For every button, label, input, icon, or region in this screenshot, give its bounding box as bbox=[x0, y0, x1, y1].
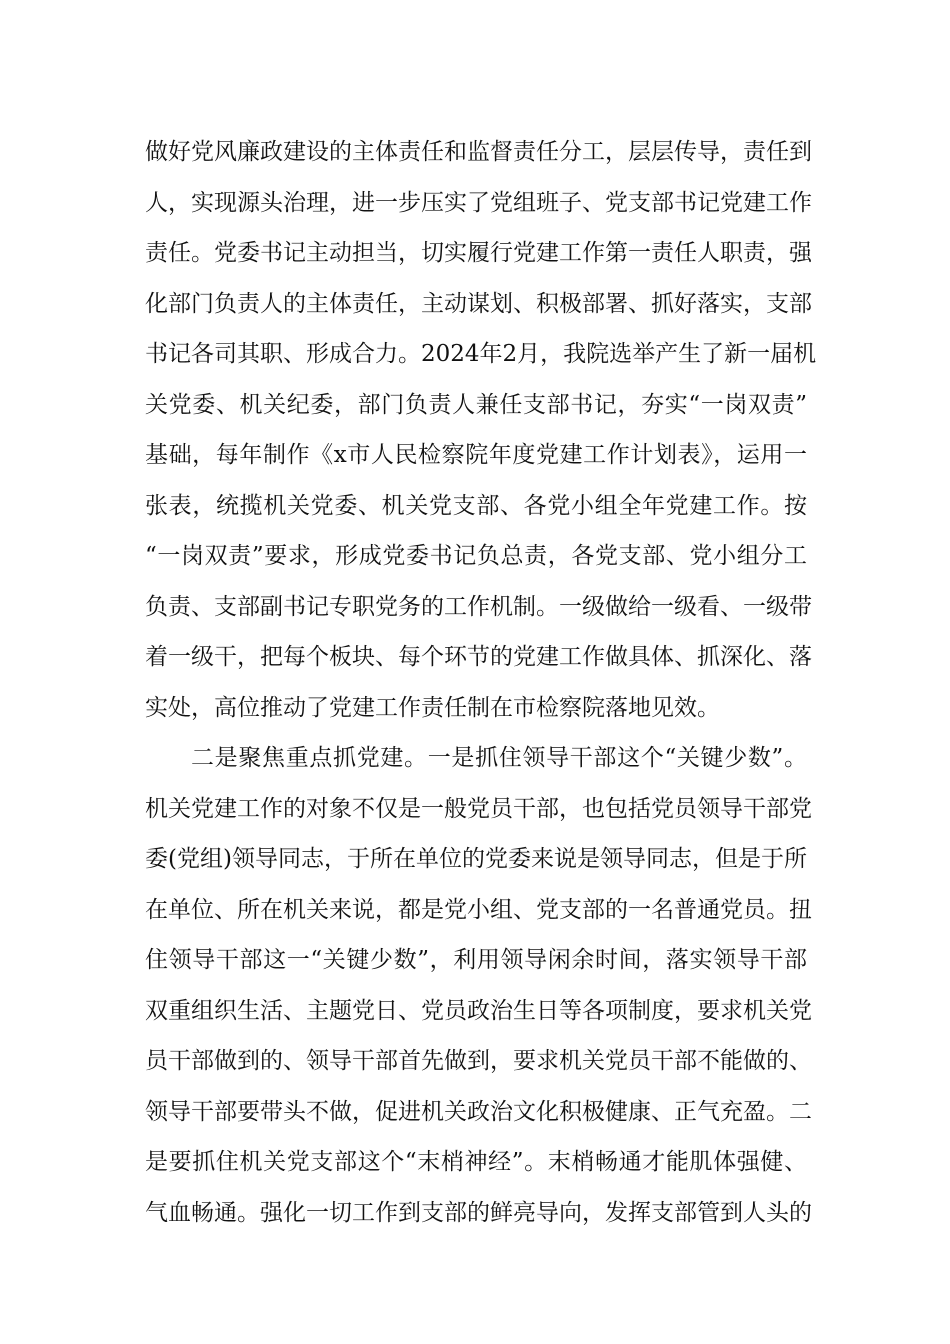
text-line: “一岗双责”要求，形成党委书记负总责，各党支部、党小组分工 bbox=[145, 543, 807, 569]
text-line: 做好党风廉政建设的主体责任和监督责任分工，层层传导，责任到 bbox=[145, 139, 812, 165]
text-line: 基础，每年制作《x市人民检察院年度党建工作计划表》，运用一 bbox=[145, 442, 807, 468]
text-line: 在单位、所在机关来说，都是党小组、党支部的一名普通党员。扭 bbox=[145, 896, 812, 923]
paragraph-2 bbox=[145, 733, 812, 1238]
text-line: 责任。党委书记主动担当，切实履行党建工作第一责任人职责，强 bbox=[145, 240, 812, 266]
text-line: 机关党建工作的对象不仅是一般党员干部，也包括党员领导干部党 bbox=[145, 795, 812, 822]
text-line: 领导干部要带头不做，促进机关政治文化积极健康、正气充盈。二 bbox=[145, 1098, 812, 1125]
text-line: 着一级干，把每个板块、每个环节的党建工作做具体、抓深化、落 bbox=[145, 644, 812, 670]
text-line: 双重组织生活、主题党日、党员政治生日等各项制度，要求机关党 bbox=[145, 997, 812, 1024]
text-line: 是要抓住机关党支部这个“末梢神经”。末梢畅通才能肌体强健、 bbox=[145, 1149, 807, 1175]
text-line: 实处，高位推动了党建工作责任制在市检察院落地见效。 bbox=[145, 694, 720, 721]
text-line: 员干部做到的、领导干部首先做到，要求机关党员干部不能做的、 bbox=[145, 1048, 812, 1074]
text-line: 负责、支部副书记专职党务的工作机制。一级做给一级看、一级带 bbox=[145, 593, 812, 620]
paragraph-1 bbox=[145, 127, 817, 733]
text-line: 二是聚焦重点抓党建。一是抓住领导干部这个“关键少数”。 bbox=[191, 745, 807, 771]
text-line: 住领导干部这一“关键少数”，利用领导闲余时间，落实领导干部 bbox=[145, 947, 807, 973]
text-line: 书记各司其职、形成合力。2024年2月，我院选举产生了新一届机 bbox=[145, 341, 817, 367]
text-line: 气血畅通。强化一切工作到支部的鲜亮导向，发挥支部管到人头的 bbox=[145, 1199, 812, 1226]
text-line: 张表，统揽机关党委、机关党支部、各党小组全年党建工作。按 bbox=[145, 492, 807, 519]
document-body bbox=[145, 127, 817, 1238]
text-line: 人，实现源头治理，进一步压实了党组班子、党支部书记党建工作 bbox=[145, 189, 812, 216]
text-line: 委(党组)领导同志，于所在单位的党委来说是领导同志，但是于所 bbox=[145, 846, 807, 872]
text-line: 关党委、机关纪委，部门负责人兼任支部书记，夯实“一岗双责” bbox=[145, 391, 807, 418]
text-line: 化部门负责人的主体责任，主动谋划、积极部署、抓好落实，支部 bbox=[145, 290, 812, 317]
